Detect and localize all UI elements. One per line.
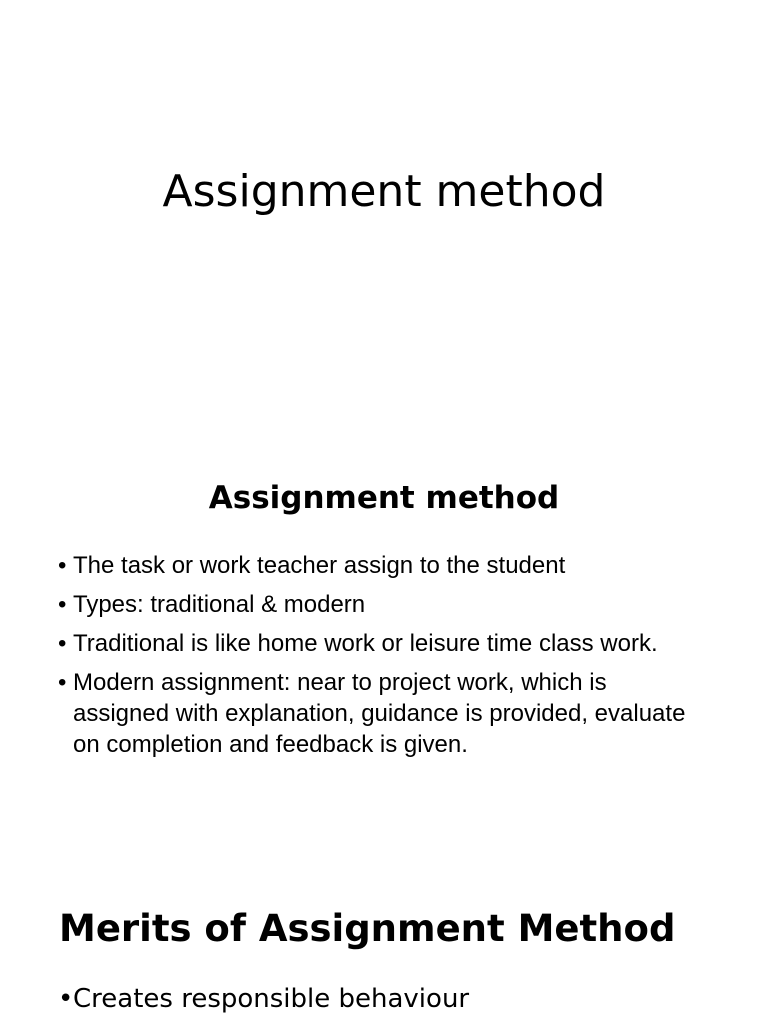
merits-heading: Merits of Assignment Method bbox=[59, 907, 676, 950]
list-item bbox=[58, 667, 698, 760]
merits-slide bbox=[0, 890, 768, 1024]
bullet-icon: • bbox=[58, 984, 74, 1014]
bullet-icon: • bbox=[58, 591, 67, 618]
bullet-text: The task or work teacher assign to the student bbox=[73, 552, 566, 579]
bullet-list bbox=[58, 550, 698, 768]
bullet-icon: • bbox=[58, 669, 67, 696]
bullet-text: Modern assignment: near to project work, which is assigned with explanation, guidance is provided, evaluate on completion and feedback is given. bbox=[73, 669, 686, 758]
bullet-text: Types: traditional & modern bbox=[73, 591, 366, 618]
slide-heading: Assignment method bbox=[208, 480, 560, 516]
content-slide bbox=[0, 470, 768, 890]
merits-bullet-list bbox=[58, 982, 738, 1016]
bullet-text: Traditional is like home work or leisure time class work. bbox=[73, 630, 658, 657]
list-item bbox=[58, 628, 698, 659]
bullet-icon: • bbox=[58, 630, 67, 657]
list-item bbox=[58, 550, 698, 581]
bullet-text: Creates responsible behaviour bbox=[73, 984, 470, 1014]
slide-title: Assignment method bbox=[162, 166, 606, 217]
list-item bbox=[58, 982, 738, 1016]
title-slide bbox=[0, 0, 768, 440]
list-item bbox=[58, 589, 698, 620]
bullet-icon: • bbox=[58, 552, 67, 579]
